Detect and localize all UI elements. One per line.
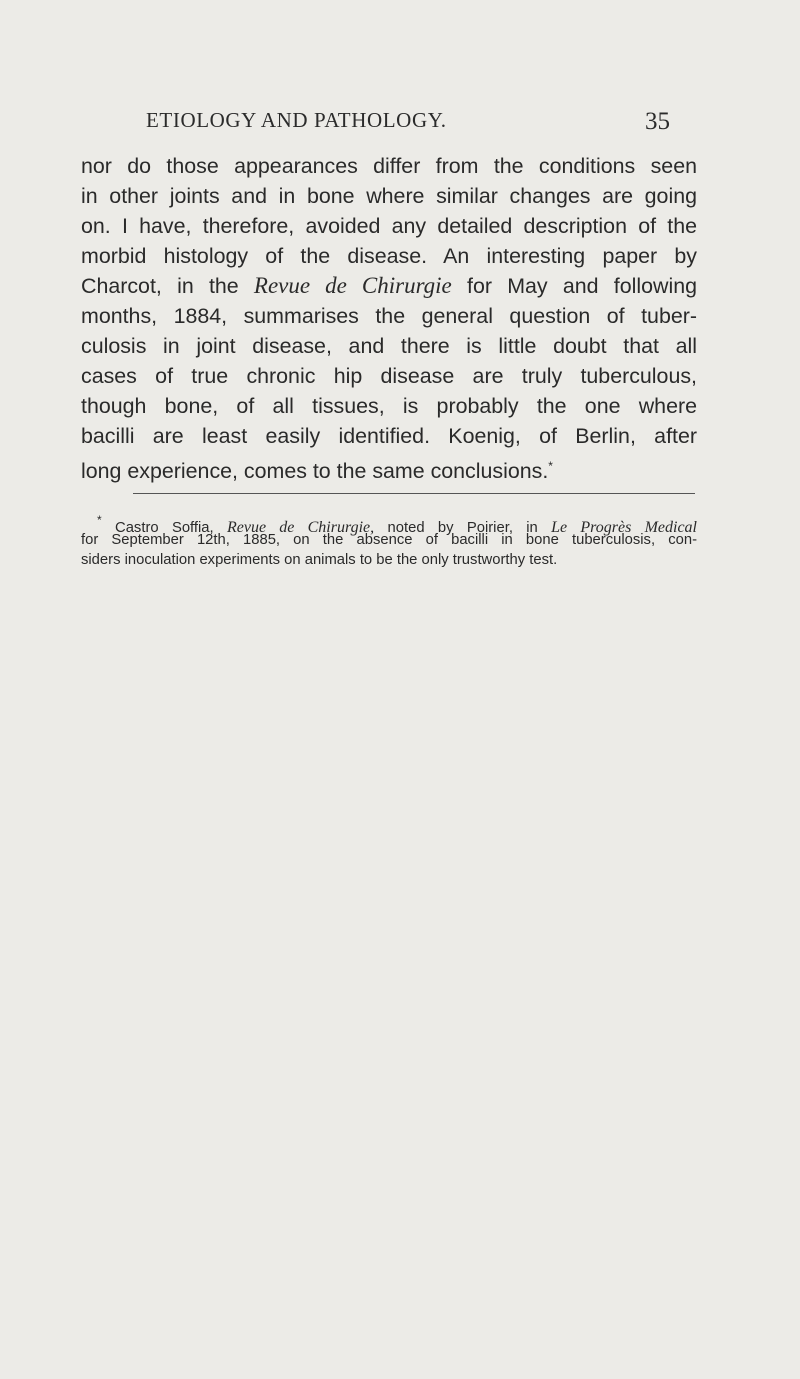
text-line: months, 1884, summarises the general question of tuber- bbox=[81, 304, 697, 328]
text-line: culosis in joint disease, and there is little doubt that all bbox=[81, 334, 697, 358]
footnote-marker: * bbox=[548, 459, 553, 473]
text-line: nor do those appearances differ from the conditions seen bbox=[81, 154, 697, 178]
text-line: morbid histology of the disease. An interesting paper by bbox=[81, 244, 697, 268]
footnote-marker: * bbox=[97, 513, 102, 527]
text-segment: noted by Poirier, in bbox=[374, 520, 552, 536]
text-segment: long experience, comes to the same conclusions. bbox=[81, 459, 549, 483]
text-line: though bone, of all tissues, is probably the one where bbox=[81, 394, 697, 418]
journal-title: Revue de Chirurgie bbox=[253, 273, 452, 298]
journal-title: Revue de Chirurgie, bbox=[226, 519, 375, 536]
text-segment: Charcot, in the bbox=[81, 274, 254, 298]
text-line: in other joints and in bone where similar changes are going bbox=[81, 184, 697, 208]
page-header bbox=[0, 108, 800, 138]
page-number: 35 bbox=[645, 108, 670, 135]
footnote bbox=[81, 510, 697, 570]
footnote-divider bbox=[133, 493, 695, 494]
text-line: bacilli are least easily identified. Koenig, of Berlin, after bbox=[81, 424, 697, 448]
journal-title: Le Progrès Medical bbox=[551, 519, 697, 536]
text-line bbox=[81, 451, 697, 481]
footnote-line: for September 12th, 1885, on the absence of bacilli in bone tuberculosis, con- bbox=[81, 532, 697, 548]
running-head: ETIOLOGY AND PATHOLOGY. bbox=[146, 108, 447, 132]
text-segment: Castro Soffia, bbox=[101, 520, 227, 536]
text-line: on. I have, therefore, avoided any detailed description of the bbox=[81, 214, 697, 238]
text-line: cases of true chronic hip disease are truly tuberculous, bbox=[81, 364, 697, 388]
footnote-line bbox=[81, 510, 697, 536]
footnote-line: siders inoculation experiments on animals to be the only trustworthy test. bbox=[81, 552, 558, 568]
body-paragraph bbox=[81, 151, 697, 481]
text-segment: for May and following bbox=[451, 274, 697, 298]
text-line bbox=[81, 271, 697, 301]
